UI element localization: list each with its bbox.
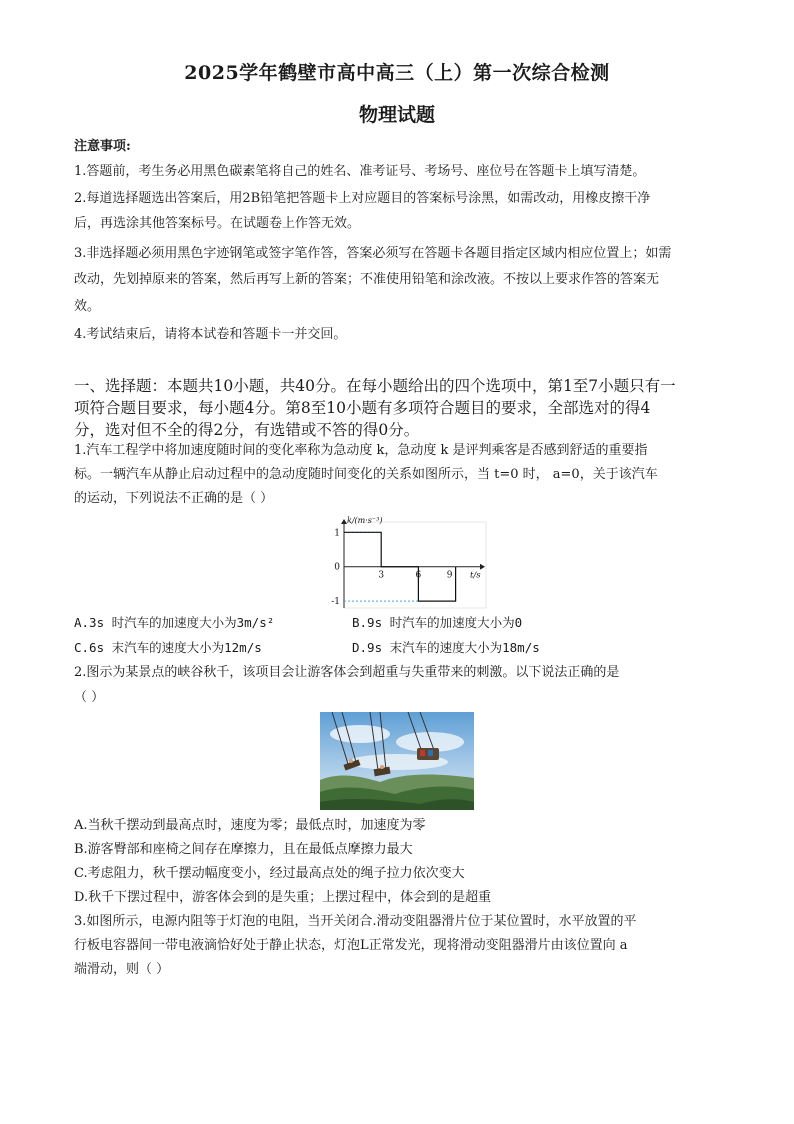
question-1-stem: 1.汽车工程学中将加速度随时间的变化率称为急动度 k，急动度 k 是评判乘客是否感到舒适的重要指 <box>74 443 648 458</box>
question-2-option-d: D.秋千下摆过程中，游客体会到的是失重；上摆过程中，体会到的是超重 <box>74 890 492 905</box>
question-1-option-d: D.9s 末汽车的速度大小为18m/s <box>352 640 540 655</box>
question-1-stem: 标。一辆汽车从静止启动过程中的急动度随时间变化的关系如图所示，当 t=0 时， a=0，关于该汽车 <box>74 467 658 482</box>
y-tick-label: 0 <box>334 562 340 573</box>
question-3-stem: 3.如图所示，电源内阻等于灯泡的电阻，当开关闭合.滑动变阻器滑片位于某位置时，水平放置的平 <box>74 914 637 929</box>
notes-line: 2.每道选择题选出答案后，用2B铅笔把答题卡上对应题目的答案标号涂黑，如需改动，用橡皮擦干净 <box>74 191 651 206</box>
question-2-stem: 2.图示为某景点的峡谷秋千，该项目会让游客体会到超重与失重带来的刺激。以下说法正确的是 <box>74 665 620 680</box>
question-1-stem: 的运动，下列说法不正确的是（ ） <box>74 491 274 506</box>
jerk-time-chart <box>318 512 490 612</box>
question-2-option-a: A.当秋千摆动到最高点时，速度为零；最低点时，加速度为零 <box>74 818 426 833</box>
notes-heading: 注意事项: <box>74 139 131 154</box>
jerk-time-chart-svg <box>318 512 490 612</box>
exam-title: 2025学年鹤壁市高中高三（上）第一次综合检测 <box>184 62 610 84</box>
question-2-option-b: B.游客臀部和座椅之间存在摩擦力，且在最低点摩擦力最大 <box>74 842 413 857</box>
notes-line: 后，再选涂其他答案标号。在试题卷上作答无效。 <box>74 216 361 231</box>
y-tick-label: -1 <box>331 597 340 608</box>
notes-line: 1.答题前，考生务必用黑色碳素笔将自己的姓名、准考证号、考场号、座位号在答题卡上填写清楚。 <box>74 164 646 179</box>
x-tick-label: 3 <box>378 570 385 581</box>
subject-title: 物理试题 <box>358 104 435 126</box>
notes-line: 效。 <box>74 299 101 314</box>
question-1-option-a: A.3s 时汽车的加速度大小为3m/s² <box>74 615 275 630</box>
question-1-option-c: C.6s 末汽车的速度大小为12m/s <box>74 640 262 655</box>
notes-line: 4.考试结束后，请将本试卷和答题卡一并交回。 <box>74 327 347 342</box>
question-2-option-c: C.考虑阻力，秋千摆动幅度变小，经过最高点处的绳子拉力依次变大 <box>74 866 465 881</box>
section-heading-line: 分，选对但不全的得2分，有选错或不答的得0分。 <box>74 421 420 439</box>
x-axis-arrow <box>480 564 485 570</box>
x-axis-label: t/s <box>470 570 481 581</box>
question-3-stem: 端滑动，则（ ） <box>74 962 170 977</box>
canyon-swing-photo <box>320 712 474 810</box>
x-tick-label: 9 <box>446 570 453 581</box>
question-2-stem: （ ） <box>74 690 105 705</box>
question-3-stem: 行板电容器间一带电液滴恰好处于静止状态，灯泡L正常发光，现将滑动变阻器滑片由该位置向 a <box>74 938 628 953</box>
chart-frame <box>344 522 486 608</box>
section-heading-line: 一、选择题：本题共10小题，共40分。在每小题给出的四个选项中，第1至7小题只有一 <box>74 377 676 395</box>
y-axis-label: k/(m·s⁻³) <box>347 516 383 525</box>
question-1-option-b: B.9s 时汽车的加速度大小为0 <box>352 615 523 630</box>
notes-line: 改动，先划掉原来的答案，然后再写上新的答案；不准使用铅笔和涂改液。不按以上要求作答的答案无 <box>74 272 660 287</box>
section-heading-line: 项符合题目要求，每小题4分。第8至10小题有多项符合题目的要求，全部选对的得4 <box>74 399 651 417</box>
y-tick-label: 1 <box>334 528 340 539</box>
notes-line: 3.非选择题必须用黑色字迹钢笔或签字笔作答，答案必须写在答题卡各题目指定区域内相应位置上；如需 <box>74 246 672 261</box>
x-tick-label: 6 <box>415 570 422 581</box>
